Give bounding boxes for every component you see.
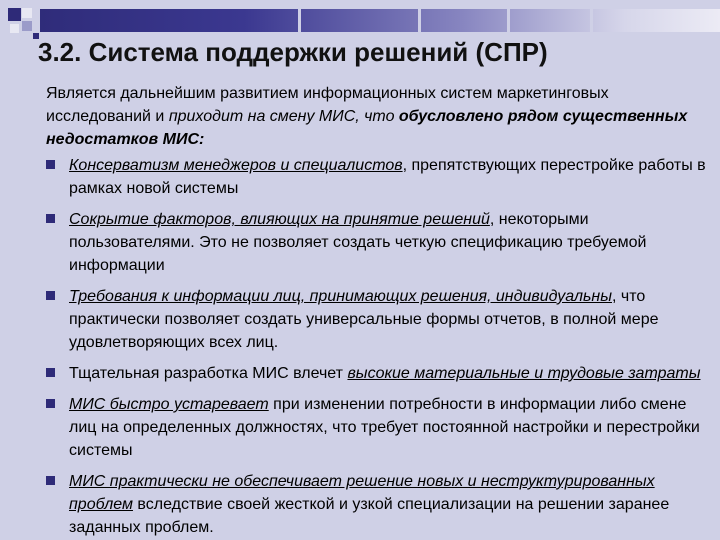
- bullet-list: [46, 154, 710, 539]
- bullet-text: , что практически позволяет создать универсальные формы отчетов, в полной мере удовлетворяющих всех лиц.: [69, 288, 659, 351]
- decor-square-3: [22, 21, 32, 31]
- bullet-text: вследствие своей жесткой и узкой специализации на решении заранее заданных проблем.: [69, 496, 670, 536]
- bullet-emphasis: МИС практически не обеспечивает решение новых и неструктурированных проблем: [69, 473, 655, 513]
- header-bar-divider: [418, 9, 421, 32]
- bullet-emphasis: Консерватизм менеджеров и специалистов: [69, 157, 403, 174]
- decor-square-4: [10, 24, 19, 33]
- slide-title: 3.2. Система поддержки решений (СПР): [38, 37, 548, 67]
- list-item: [46, 470, 710, 539]
- list-item: [46, 285, 710, 354]
- bullet-square-icon: [46, 476, 55, 485]
- bullet-square-icon: [46, 368, 55, 377]
- bullet-square-icon: [46, 399, 55, 408]
- intro-text: Является дальнейшим развитием информационных систем маркетинговых исследований и: [46, 85, 609, 125]
- list-item: [46, 362, 710, 385]
- bullet-emphasis: Требования к информации лиц, принимающих решения, индивидуальны: [69, 288, 612, 305]
- bullet-emphasis: высокие материальные и трудовые затраты: [347, 365, 701, 382]
- bullet-square-icon: [46, 214, 55, 223]
- list-item: [46, 154, 710, 200]
- list-item: [46, 208, 710, 277]
- bullet-square-icon: [46, 160, 55, 169]
- bullet-square-icon: [46, 291, 55, 300]
- header-bar-divider: [298, 9, 301, 32]
- decor-square-1: [8, 8, 21, 21]
- header-bar-divider: [590, 9, 593, 32]
- bullet-text: , препятствующих перестройке работы в рамках новой системы: [69, 157, 706, 197]
- intro-italic-text: приходит на смену МИС, что: [168, 108, 399, 125]
- header-gradient-bar: [40, 9, 720, 32]
- bullet-emphasis: Сокрытие факторов, влияющих на принятие решений: [69, 211, 490, 228]
- bullet-prefix: Тщательная разработка МИС влечет: [69, 365, 348, 382]
- intro-paragraph: [46, 82, 710, 151]
- decor-square-2: [22, 8, 32, 18]
- header-bar-divider: [507, 9, 510, 32]
- bullet-text: , некоторыми пользователями. Это не позволяет создать четкую спецификацию требуемой информации: [69, 211, 647, 274]
- list-item: [46, 393, 710, 462]
- slide-content: [46, 82, 710, 540]
- bullet-emphasis: МИС быстро устаревает: [69, 396, 269, 413]
- bullet-text: при изменении потребности в информации либо смене лиц на определенных должностях, что требует постоянной настройки и перестройки системы: [69, 396, 700, 459]
- intro-bold-italic-text: обусловлено рядом существенных недостатков МИС:: [46, 108, 688, 148]
